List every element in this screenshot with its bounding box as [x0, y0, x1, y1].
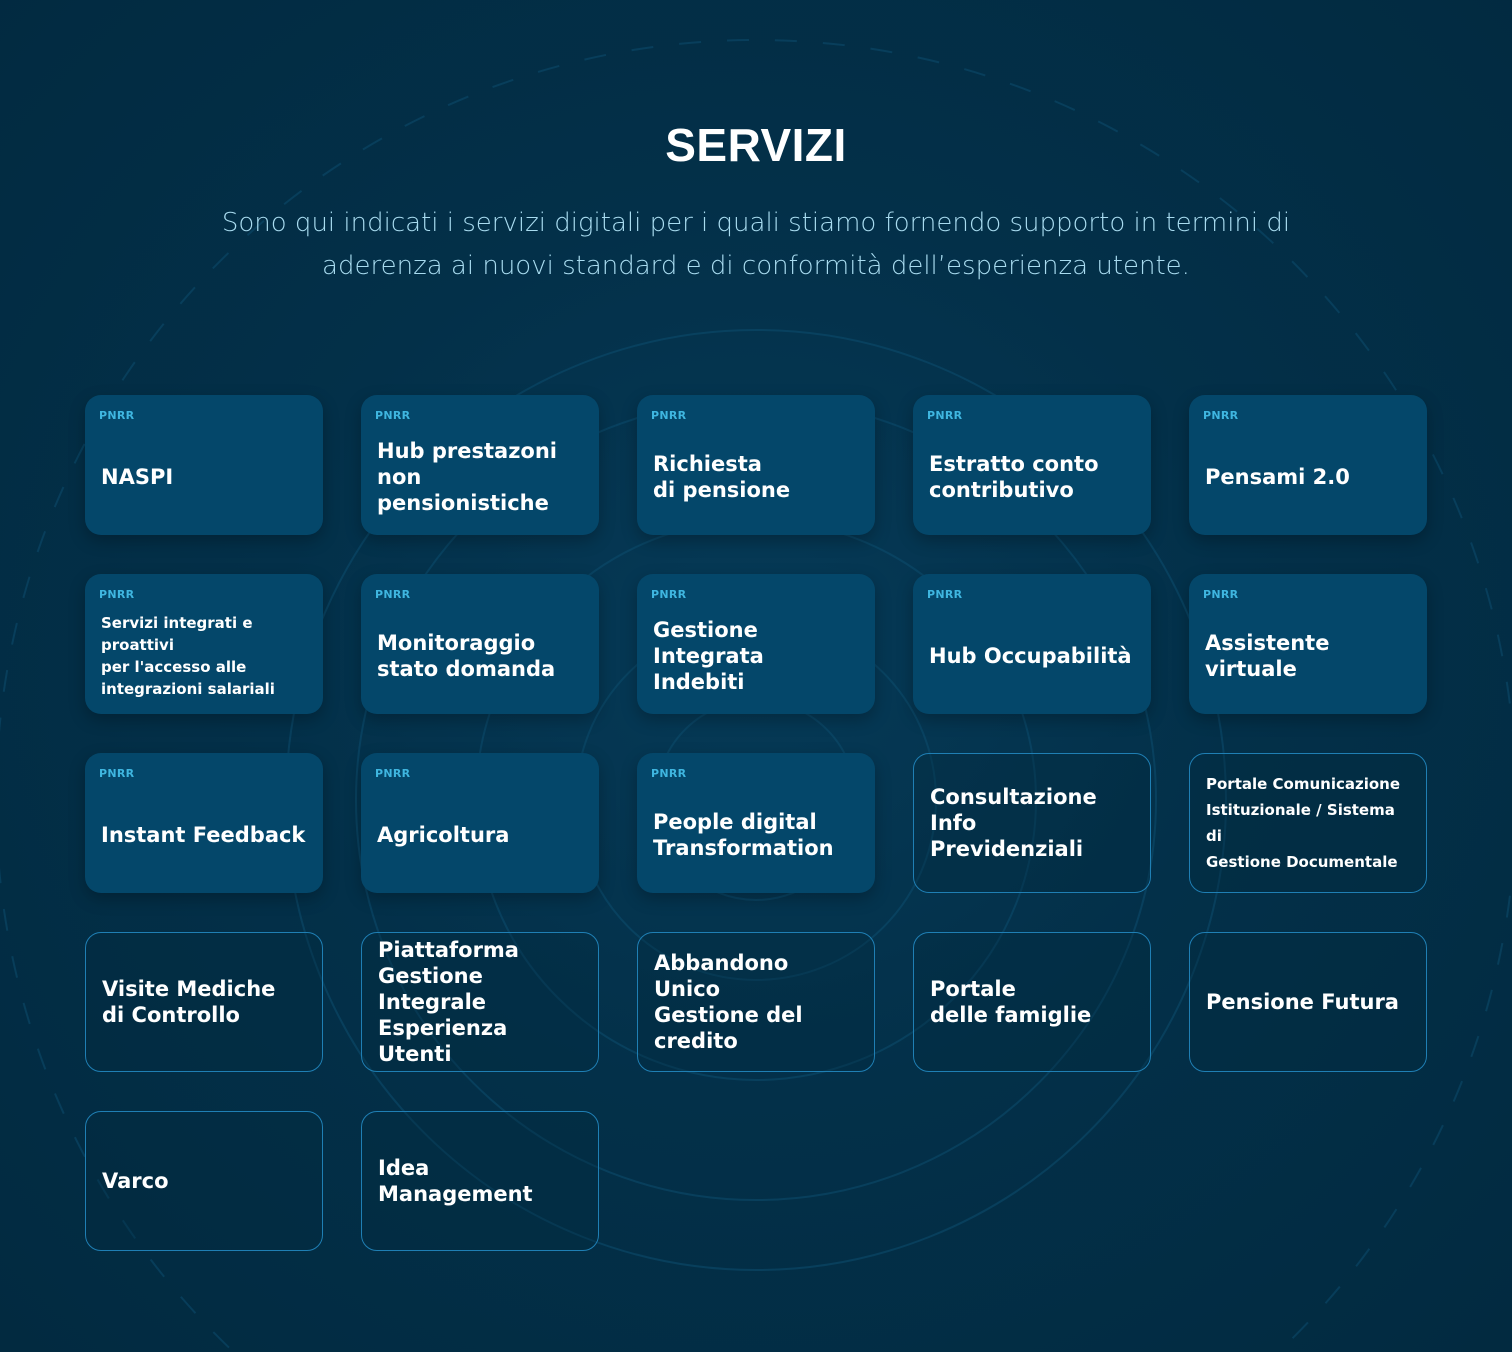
service-card[interactable]: [85, 753, 323, 893]
service-card[interactable]: [1189, 574, 1427, 714]
page-title: SERVIZI: [665, 119, 847, 171]
service-card[interactable]: [913, 932, 1151, 1072]
pnrr-tag: PNRR: [1203, 409, 1239, 422]
pnrr-tag: PNRR: [651, 409, 687, 422]
service-card-label: Abbandono Unico Gestione del credito: [654, 951, 803, 1053]
service-card-label: Gestione Integrata Indebiti: [653, 618, 764, 694]
service-card[interactable]: [637, 932, 875, 1072]
pnrr-tag: PNRR: [1203, 588, 1239, 601]
service-card[interactable]: [85, 395, 323, 535]
service-card[interactable]: [637, 574, 875, 714]
service-card[interactable]: [361, 1111, 599, 1251]
service-card-label: Servizi integrati e proattivi per l'accesso alle integrazioni salariali: [101, 614, 275, 698]
pnrr-tag: PNRR: [99, 409, 135, 422]
service-card[interactable]: [361, 395, 599, 535]
service-card-label: Visite Mediche di Controllo: [102, 977, 276, 1027]
service-card-label: Portale delle famiglie: [930, 977, 1092, 1027]
pnrr-tag: PNRR: [375, 409, 411, 422]
service-card-label: Instant Feedback: [101, 823, 306, 847]
pnrr-tag: PNRR: [651, 588, 687, 601]
service-card-label: Pensione Futura: [1206, 990, 1399, 1014]
service-card-label: Agricoltura: [377, 823, 510, 847]
service-card[interactable]: [913, 395, 1151, 535]
pnrr-tag: PNRR: [99, 588, 135, 601]
service-card[interactable]: [913, 753, 1151, 893]
service-card-label: Consultazione Info Previdenziali: [930, 785, 1097, 861]
pnrr-tag: PNRR: [375, 767, 411, 780]
service-card[interactable]: [361, 932, 599, 1072]
service-card[interactable]: [85, 574, 323, 714]
pnrr-tag: PNRR: [927, 409, 963, 422]
service-card-label: Piattaforma Gestione Integrale Esperienza Utenti: [378, 938, 519, 1066]
services-grid: [85, 395, 1427, 1251]
page-subtitle: Sono qui indicati i servizi digitali per i quali stiamo fornendo supporto in termini di aderenza ai nuovi standard e di conformità dell’esperienza utente.: [221, 208, 1291, 281]
service-card[interactable]: [85, 1111, 323, 1251]
service-card-label: Assistente virtuale: [1205, 631, 1330, 681]
service-card-label: Portale Comunicazione Istituzionale / Sistema di Gestione Documentale: [1206, 775, 1401, 871]
pnrr-tag: PNRR: [927, 588, 963, 601]
service-card-label: Pensami 2.0: [1205, 465, 1350, 489]
service-card[interactable]: [361, 574, 599, 714]
service-card[interactable]: [913, 574, 1151, 714]
service-card[interactable]: [1189, 932, 1427, 1072]
service-card-label: Varco: [102, 1169, 169, 1193]
pnrr-tag: PNRR: [375, 588, 411, 601]
service-card[interactable]: [361, 753, 599, 893]
service-card[interactable]: [1189, 395, 1427, 535]
service-card[interactable]: [1189, 753, 1427, 893]
pnrr-tag: PNRR: [651, 767, 687, 780]
service-card-label: Monitoraggio stato domanda: [377, 631, 556, 681]
service-card-label: NASPI: [101, 465, 174, 489]
pnrr-tag: PNRR: [99, 767, 135, 780]
service-card[interactable]: [85, 932, 323, 1072]
service-card-label: Hub prestazoni non pensionistiche: [377, 439, 558, 515]
service-card-label: Richiesta di pensione: [653, 452, 791, 502]
service-card-label: Hub Occupabilità: [929, 644, 1132, 668]
service-card-label: Estratto conto contributivo: [929, 452, 1099, 502]
service-card-label: People digital Transformation: [653, 810, 834, 860]
service-card-label: Idea Management: [378, 1156, 533, 1206]
service-card[interactable]: [637, 753, 875, 893]
service-card[interactable]: [637, 395, 875, 535]
